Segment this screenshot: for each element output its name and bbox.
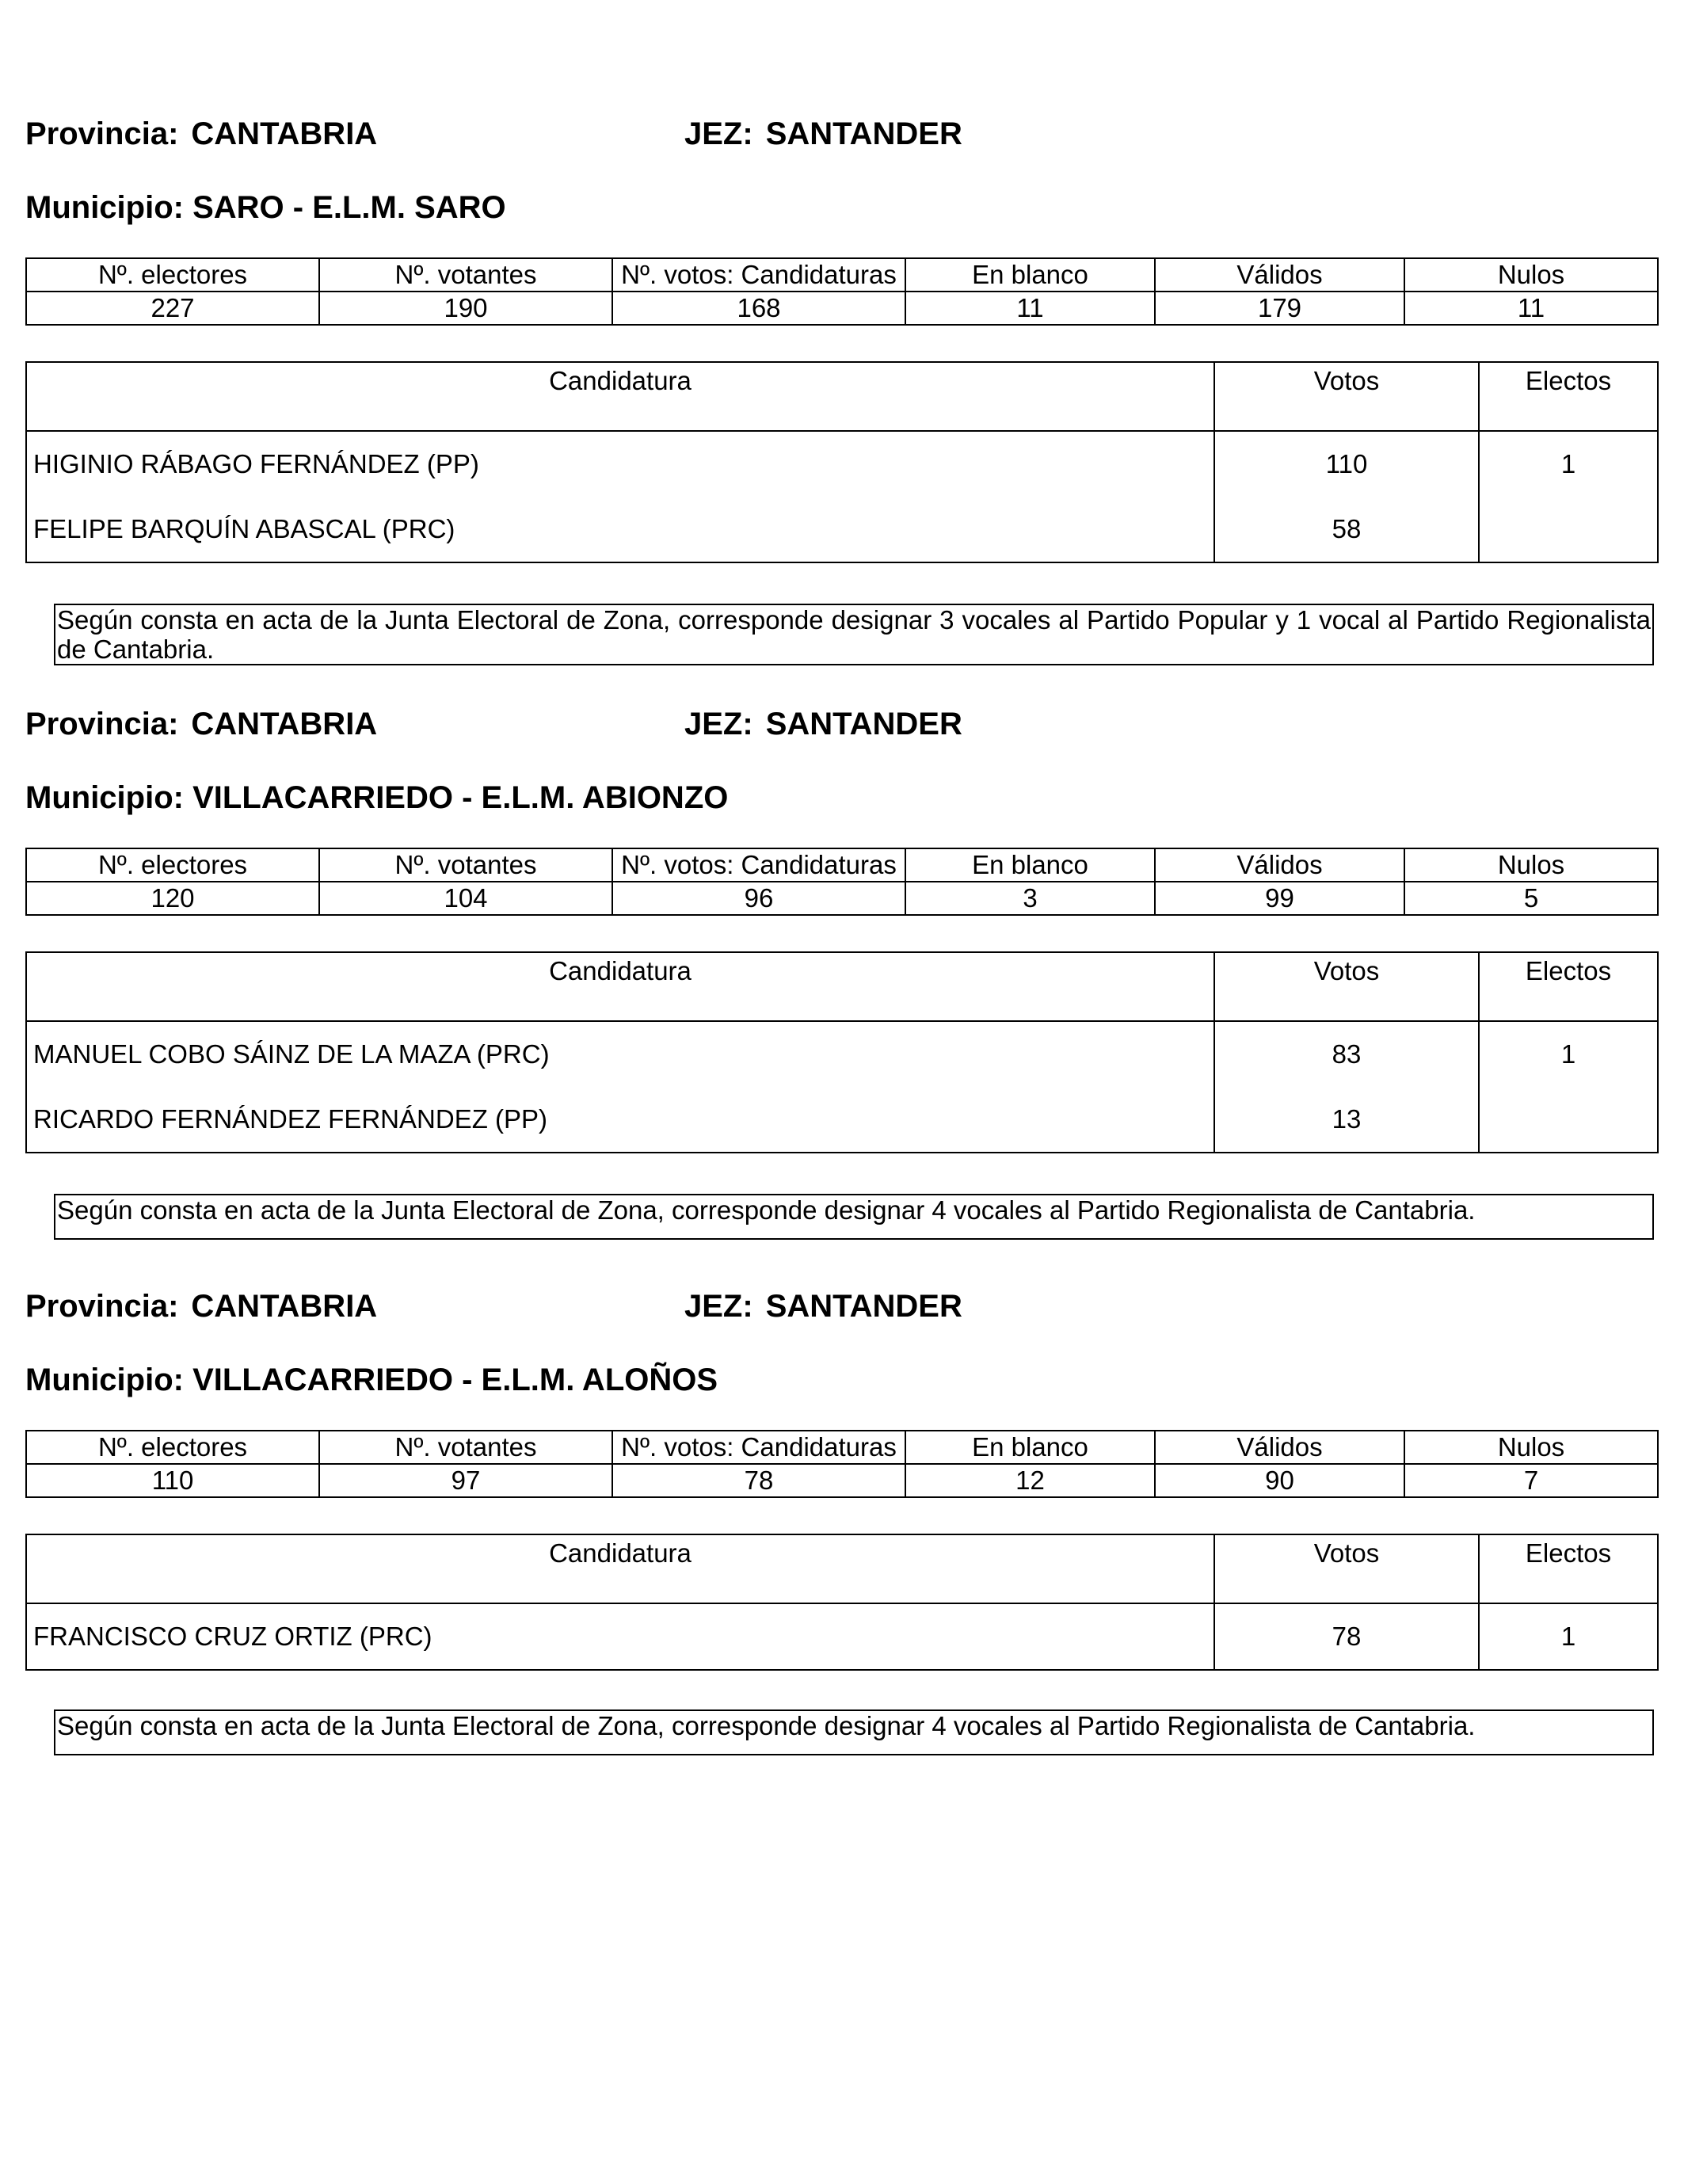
- stats-header: En blanco: [905, 848, 1155, 882]
- candidate-votes: 83: [1214, 1021, 1479, 1087]
- junta-note: Según consta en acta de la Junta Electoral de Zona, corresponde designar 4 vocales al Partido Regionalista de Cantabria.: [54, 1194, 1654, 1240]
- stats-value: 110: [26, 1464, 319, 1497]
- jez-heading: JEZ: SANTANDER: [684, 116, 962, 151]
- stats-header: Nº. votantes: [319, 848, 612, 882]
- candidates-table: [25, 951, 1659, 1153]
- candidates-table: [25, 1534, 1659, 1671]
- candidate-votes: 58: [1214, 497, 1479, 562]
- candidates-header-row: [26, 1534, 1658, 1603]
- stats-header-row: [26, 848, 1658, 882]
- candidate-row: [26, 431, 1658, 497]
- stats-header: Nº. votos: Candidaturas: [612, 258, 905, 292]
- provincia-heading: Provincia: CANTABRIA: [25, 707, 378, 741]
- candidate-electos: [1479, 1087, 1658, 1153]
- municipio-heading: Municipio: VILLACARRIEDO - E.L.M. ABIONZO: [25, 780, 729, 815]
- candidate-row: [26, 1087, 1658, 1153]
- jez-heading: JEZ: SANTANDER: [684, 1289, 962, 1324]
- stats-value: 5: [1404, 882, 1658, 915]
- stats-header: Nulos: [1404, 258, 1658, 292]
- candidate-name: MANUEL COBO SÁINZ DE LA MAZA (PRC): [26, 1021, 1214, 1087]
- stats-header: Nº. electores: [26, 848, 319, 882]
- candidate-votes: 78: [1214, 1603, 1479, 1670]
- candidate-name: FRANCISCO CRUZ ORTIZ (PRC): [26, 1603, 1214, 1670]
- stats-header-row: [26, 258, 1658, 292]
- candidate-votes: 13: [1214, 1087, 1479, 1153]
- stats-value: 90: [1155, 1464, 1404, 1497]
- candidate-votes: 110: [1214, 431, 1479, 497]
- stats-header: En blanco: [905, 258, 1155, 292]
- stats-value: 104: [319, 882, 612, 915]
- stats-value: 7: [1404, 1464, 1658, 1497]
- provincia-heading: Provincia: CANTABRIA: [25, 1289, 378, 1324]
- stats-value: 120: [26, 882, 319, 915]
- stats-header: En blanco: [905, 1431, 1155, 1464]
- stats-header: Nulos: [1404, 1431, 1658, 1464]
- stats-header: Nº. votantes: [319, 1431, 612, 1464]
- candidatura-header: Candidatura: [26, 1534, 1214, 1603]
- stats-table: [25, 848, 1659, 916]
- municipio-heading: Municipio: SARO - E.L.M. SARO: [25, 190, 506, 225]
- stats-value: 96: [612, 882, 905, 915]
- candidatura-header: Candidatura: [26, 952, 1214, 1021]
- candidate-electos: 1: [1479, 1603, 1658, 1670]
- stats-header: Nº. votos: Candidaturas: [612, 1431, 905, 1464]
- stats-header: Nº. electores: [26, 1431, 319, 1464]
- candidates-header-row: [26, 952, 1658, 1021]
- electos-header: Electos: [1479, 952, 1658, 1021]
- stats-value-row: [26, 292, 1658, 325]
- stats-header: Nº. votantes: [319, 258, 612, 292]
- candidate-electos: 1: [1479, 1021, 1658, 1087]
- stats-value: 179: [1155, 292, 1404, 325]
- candidate-electos: 1: [1479, 431, 1658, 497]
- stats-value: 3: [905, 882, 1155, 915]
- stats-value-row: [26, 1464, 1658, 1497]
- stats-header: Válidos: [1155, 258, 1404, 292]
- candidate-name: RICARDO FERNÁNDEZ FERNÁNDEZ (PP): [26, 1087, 1214, 1153]
- votos-header: Votos: [1214, 1534, 1479, 1603]
- candidate-name: HIGINIO RÁBAGO FERNÁNDEZ (PP): [26, 431, 1214, 497]
- stats-header-row: [26, 1431, 1658, 1464]
- candidate-row: [26, 497, 1658, 562]
- stats-value: 11: [1404, 292, 1658, 325]
- candidates-table: [25, 361, 1659, 563]
- stats-value: 227: [26, 292, 319, 325]
- candidate-electos: [1479, 497, 1658, 562]
- electos-header: Electos: [1479, 362, 1658, 431]
- stats-value-row: [26, 882, 1658, 915]
- votos-header: Votos: [1214, 952, 1479, 1021]
- candidatura-header: Candidatura: [26, 362, 1214, 431]
- stats-header: Nº. electores: [26, 258, 319, 292]
- stats-table: [25, 1430, 1659, 1498]
- candidate-row: [26, 1603, 1658, 1670]
- jez-heading: JEZ: SANTANDER: [684, 707, 962, 741]
- stats-header: Nulos: [1404, 848, 1658, 882]
- junta-note: Según consta en acta de la Junta Electoral de Zona, corresponde designar 3 vocales al Partido Popular y 1 vocal al Partido Regionalista de Cantabria.: [54, 604, 1654, 665]
- provincia-heading: Provincia: CANTABRIA: [25, 116, 378, 151]
- candidate-name: FELIPE BARQUÍN ABASCAL (PRC): [26, 497, 1214, 562]
- stats-value: 190: [319, 292, 612, 325]
- candidate-row: [26, 1021, 1658, 1087]
- municipio-heading: Municipio: VILLACARRIEDO - E.L.M. ALOÑOS: [25, 1363, 718, 1397]
- votos-header: Votos: [1214, 362, 1479, 431]
- stats-header: Válidos: [1155, 848, 1404, 882]
- stats-header: Nº. votos: Candidaturas: [612, 848, 905, 882]
- stats-table: [25, 257, 1659, 326]
- stats-value: 12: [905, 1464, 1155, 1497]
- junta-note: Según consta en acta de la Junta Electoral de Zona, corresponde designar 4 vocales al Partido Regionalista de Cantabria.: [54, 1709, 1654, 1755]
- stats-value: 168: [612, 292, 905, 325]
- stats-value: 11: [905, 292, 1155, 325]
- stats-value: 78: [612, 1464, 905, 1497]
- stats-header: Válidos: [1155, 1431, 1404, 1464]
- stats-value: 99: [1155, 882, 1404, 915]
- electos-header: Electos: [1479, 1534, 1658, 1603]
- candidates-header-row: [26, 362, 1658, 431]
- stats-value: 97: [319, 1464, 612, 1497]
